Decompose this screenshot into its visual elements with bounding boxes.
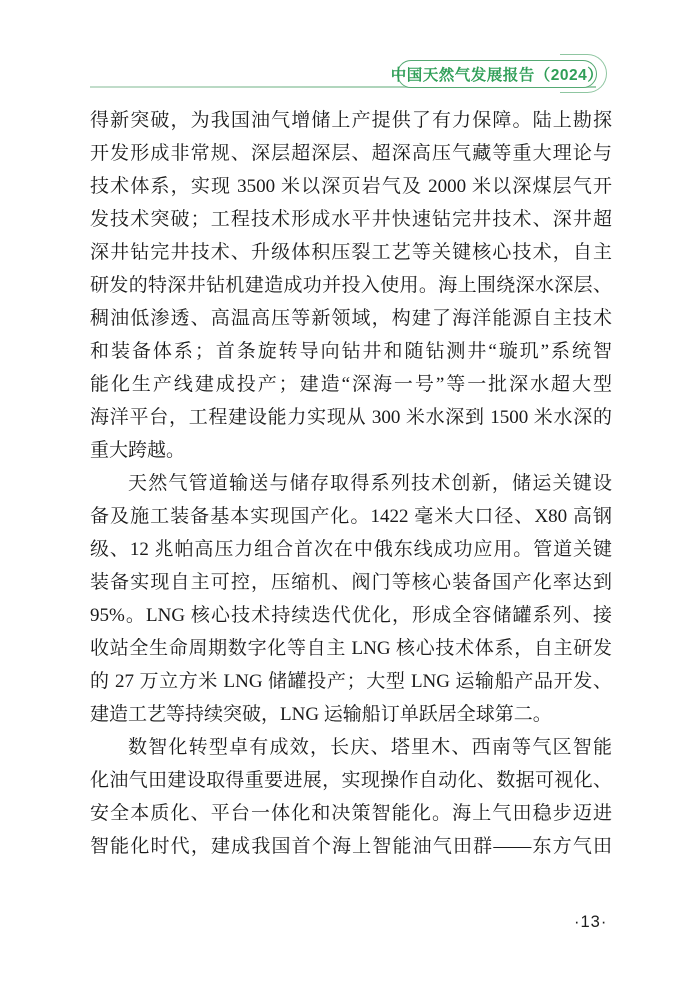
body-line: 95%。LNG 核心技术持续迭代优化，形成全容储罐系列、接 — [90, 605, 612, 626]
body-line: 海洋平台，工程建设能力实现从 300 米水深到 1500 米水深的 — [90, 407, 612, 428]
body-line: 装备实现自主可控，压缩机、阀门等核心装备国产化率达到 — [90, 572, 612, 593]
body-line: 智能化时代，建成我国首个海上智能油气田群——东方气田 — [90, 836, 612, 857]
body-line: 研发的特深井钻机建造成功并投入使用。海上围绕深水深层、 — [90, 275, 612, 296]
body-line: 和装备体系；首条旋转导向钻井和随钻测井“璇玑”系统智 — [90, 341, 612, 362]
body-line: 备及施工装备基本实现国产化。1422 毫米大口径、X80 高钢 — [90, 506, 612, 527]
body-line: 深井钻完井技术、升级体积压裂工艺等关键核心技术，自主 — [90, 242, 612, 263]
body-line: 天然气管道输送与储存取得系列技术创新，储运关键设 — [128, 473, 612, 494]
body-line: 级、12 兆帕高压力组合首次在中俄东线成功应用。管道关键 — [90, 539, 612, 560]
body-line: 安全本质化、平台一体化和决策智能化。海上气田稳步迈进 — [90, 803, 612, 824]
body-line: 的 27 万立方米 LNG 储罐投产；大型 LNG 运输船产品开发、 — [90, 671, 612, 692]
body-line: 收站全生命周期数字化等自主 LNG 核心技术体系，自主研发 — [90, 638, 612, 659]
body-line: 能化生产线建成投产；建造“深海一号”等一批深水超大型 — [90, 374, 612, 395]
header-title-bracket — [390, 60, 604, 88]
body-line: 化油气田建设取得重要进展，实现操作自动化、数据可视化、 — [90, 770, 612, 791]
body-line: 得新突破，为我国油气增储上产提供了有力保障。陆上勘探 — [90, 110, 612, 131]
body-line: 稠油低渗透、高温高压等新领域，构建了海洋能源自主技术 — [90, 308, 612, 329]
body-line: 开发形成非常规、深层超深层、超深高压气藏等重大理论与 — [90, 143, 612, 164]
page-number: ·13· — [574, 913, 608, 931]
body-line: 发技术突破；工程技术形成水平井快速钻完井技术、深井超 — [90, 209, 612, 230]
body-line: 建造工艺等持续突破，LNG 运输船订单跃居全球第二。 — [90, 704, 552, 725]
body-text — [90, 104, 612, 863]
body-line: 重大跨越。 — [90, 440, 186, 461]
body-line: 数智化转型卓有成效，长庆、塔里木、西南等气区智能 — [128, 737, 612, 758]
body-line: 技术体系，实现 3500 米以深页岩气及 2000 米以深煤层气开 — [90, 176, 612, 197]
report-title: 中国天然气发展报告（2024） — [390, 67, 604, 84]
